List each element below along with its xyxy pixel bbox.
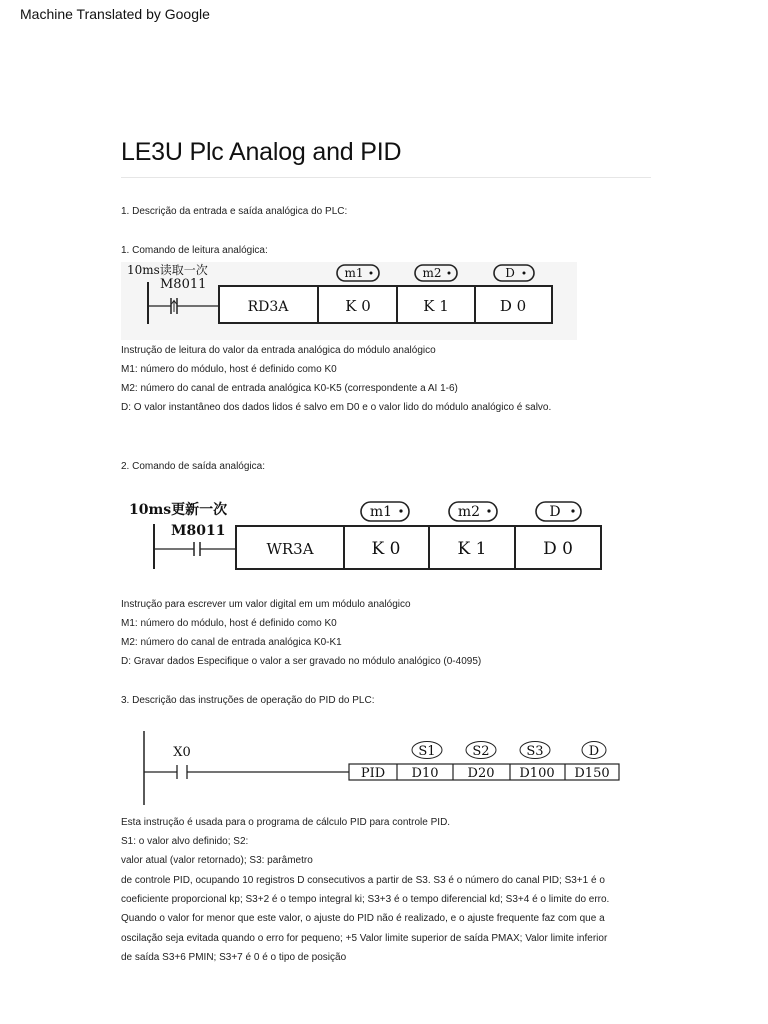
pid-line-3: valor atual (valor retornado); S3: parâmetro — [121, 855, 313, 866]
pid-line-7: oscilação seja evitada quando o erro for pequeno; +5 Valor limite superior de saída PMAX; Valor limite inferior — [121, 933, 608, 944]
write-instruction-label: WR3A — [266, 540, 314, 558]
read-ladder-diagram — [121, 262, 577, 340]
read-operand-3: D 0 — [499, 297, 527, 315]
pid-line-2: S1: o valor alvo definido; S2: — [121, 836, 249, 847]
read-diagram-header: 10ms读取一次 — [127, 263, 208, 277]
pid-operand-3: D100 — [519, 766, 555, 781]
write-param-3: D — [549, 504, 561, 520]
pid-param-4: D — [588, 744, 600, 759]
pid-heading: 3. Descrição das instruções de operação do PID do PLC: — [121, 695, 375, 706]
pid-line-5: coeficiente proporcional kp; S3+2 é o tempo integral ki; S3+3 é o tempo diferencial kd; S3+4 é o limite do erro. — [121, 894, 610, 905]
pid-contact-label: X0 — [173, 745, 191, 760]
write-operand-3: D 0 — [543, 539, 573, 559]
write-ladder-diagram — [121, 496, 611, 576]
pid-param-3: S3 — [526, 744, 544, 759]
write-line-3: M2: número do canal de entrada analógica K0-K1 — [121, 637, 342, 648]
pid-operand-1: D10 — [411, 766, 439, 781]
pid-line-6: Quando o valor for menor que este valor, o ajuste do PID não é realizado, e o ajuste frequente faz com que a — [121, 913, 605, 924]
pid-line-1: Esta instrução é usada para o programa de cálculo PID para controle PID. — [121, 817, 451, 828]
page-title: LE3U Plc Analog and PID — [121, 138, 402, 166]
pid-line-8: de saída S3+6 PMIN; S3+7 é 0 é o tipo de posição — [121, 952, 347, 963]
write-heading: 2. Comando de saída analógica: — [121, 461, 265, 472]
pid-param-1: S1 — [418, 744, 436, 759]
write-contact-label: M8011 — [171, 523, 226, 539]
pid-ladder-diagram — [130, 728, 630, 808]
read-operand-1: K 0 — [345, 297, 371, 315]
write-diagram-header: 10ms更新一次 — [129, 502, 228, 518]
read-instruction-label: RD3A — [247, 299, 289, 315]
intro-text: 1. Descrição da entrada e saída analógica do PLC: — [121, 206, 348, 217]
read-param-3: D — [505, 266, 515, 280]
read-param-2: m2 — [422, 266, 442, 280]
read-heading: 1. Comando de leitura analógica: — [121, 245, 268, 256]
pid-operand-2: D20 — [467, 766, 495, 781]
pid-param-2: S2 — [472, 744, 490, 759]
write-param-2: m2 — [457, 504, 481, 520]
write-operand-2: K 1 — [457, 539, 487, 559]
write-line-1: Instrução para escrever um valor digital em um módulo analógico — [121, 599, 411, 610]
machine-translation-banner: Machine Translated by Google — [20, 6, 210, 22]
pid-operand-4: D150 — [574, 766, 610, 781]
read-line-1: Instrução de leitura do valor da entrada analógica do módulo analógico — [121, 345, 436, 356]
read-operand-2: K 1 — [423, 297, 449, 315]
write-line-4: D: Gravar dados Especifique o valor a ser gravado no módulo analógico (0-4095) — [121, 656, 482, 667]
pid-line-4: de controle PID, ocupando 10 registros D consecutivos a partir de S3. S3 é o número do canal PID; S3+1 é o — [121, 875, 605, 886]
pid-instruction-label: PID — [360, 766, 386, 781]
write-operand-1: K 0 — [371, 539, 401, 559]
read-param-1: m1 — [344, 266, 364, 280]
read-line-4: D: O valor instantâneo dos dados lidos é salvo em D0 e o valor lido do módulo analógico é salvo. — [121, 402, 552, 413]
read-line-2: M1: número do módulo, host é definido como K0 — [121, 364, 337, 375]
write-param-1: m1 — [369, 504, 393, 520]
write-line-2: M1: número do módulo, host é definido como K0 — [121, 618, 337, 629]
read-line-3: M2: número do canal de entrada analógica K0-K5 (correspondente a AI 1-6) — [121, 383, 458, 394]
title-divider — [121, 177, 651, 178]
read-contact-label: M8011 — [160, 277, 207, 292]
